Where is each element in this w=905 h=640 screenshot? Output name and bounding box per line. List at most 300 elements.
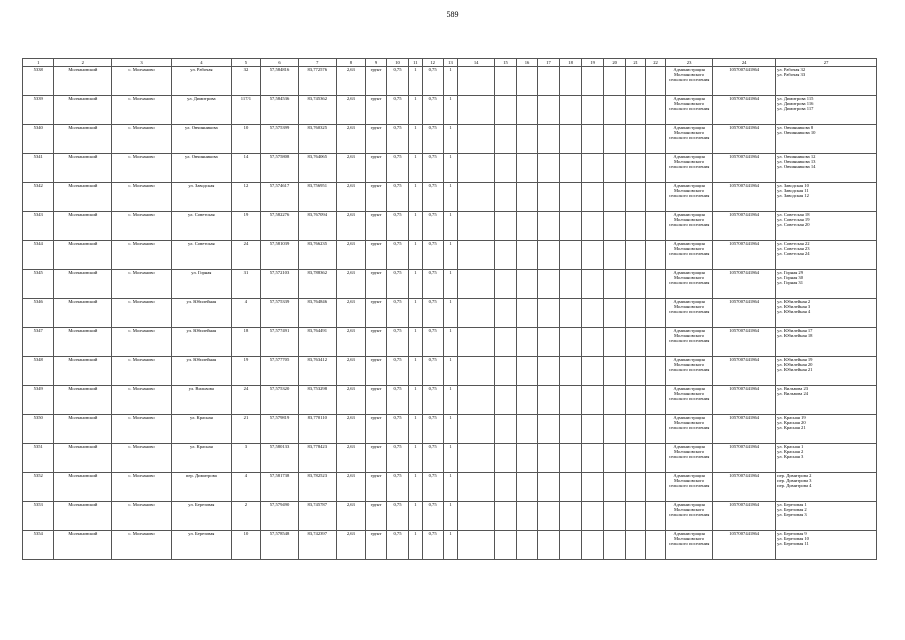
table-cell: с. Молчаново	[112, 96, 172, 125]
table-cell: с. Молчаново	[112, 183, 172, 212]
table-cell: 57,579819	[261, 415, 299, 444]
table-cell: 5353	[23, 502, 54, 531]
table-cell	[626, 96, 646, 125]
table-cell	[604, 473, 626, 502]
table-cell	[560, 270, 582, 299]
table-cell: 0,75	[422, 183, 443, 212]
table-row	[23, 125, 877, 154]
table-cell: 0,75	[422, 125, 443, 154]
table-cell	[560, 154, 582, 183]
table-cell	[646, 531, 666, 560]
table-cell: 0,75	[422, 415, 443, 444]
table-cell: с. Молчаново	[112, 125, 172, 154]
table-cell: 2,63	[336, 386, 365, 415]
table-cell: 2,63	[336, 502, 365, 531]
table-cell: Администрация Молчановского сельского поселения	[666, 183, 713, 212]
table-cell	[626, 531, 646, 560]
address-line: ул. Овчинникова 12	[777, 154, 816, 159]
table-cell: 21	[231, 415, 260, 444]
table-cell	[538, 96, 560, 125]
table-cell	[458, 444, 495, 473]
table-cell	[582, 270, 604, 299]
table-cell	[604, 270, 626, 299]
table-cell: 2,63	[336, 67, 365, 96]
table-cell: 1057007441864	[713, 357, 776, 386]
table-row	[23, 183, 877, 212]
table-cell	[776, 386, 877, 415]
table-cell: 32	[231, 67, 260, 96]
table-cell: 1057007441864	[713, 328, 776, 357]
table-cell	[458, 212, 495, 241]
table-cell	[776, 96, 877, 125]
table-cell	[604, 96, 626, 125]
table-cell: 4	[231, 473, 260, 502]
table-cell: 57,575808	[261, 154, 299, 183]
table-cell: 83,782523	[298, 473, 336, 502]
table-cell: 24	[231, 241, 260, 270]
table-cell	[604, 357, 626, 386]
table-row	[23, 67, 877, 96]
table-cell: 1	[409, 357, 423, 386]
table-cell	[517, 386, 538, 415]
table-cell: 5350	[23, 415, 54, 444]
table-cell	[626, 357, 646, 386]
table-cell: 1	[409, 270, 423, 299]
table-cell: 5345	[23, 270, 54, 299]
table-cell: с. Молчаново	[112, 67, 172, 96]
table-cell	[604, 328, 626, 357]
table-cell: 57,575399	[261, 125, 299, 154]
table-cell	[538, 154, 560, 183]
table-cell: 0,75	[422, 386, 443, 415]
address-line: ул. Березовая 10	[777, 536, 809, 542]
column-header: 9	[366, 59, 387, 67]
table-row	[23, 154, 877, 183]
table-row	[23, 444, 877, 473]
table-cell	[517, 67, 538, 96]
table-cell: ул. Горная	[171, 270, 231, 299]
column-header: 1	[23, 59, 54, 67]
table-cell	[582, 328, 604, 357]
table-cell: 0,75	[387, 473, 409, 502]
table-cell	[646, 67, 666, 96]
table-cell: грунт	[366, 502, 387, 531]
table-cell: 1	[443, 241, 458, 270]
address-line: ул. Юбилейная 20	[777, 362, 813, 368]
table-cell: 0,75	[387, 212, 409, 241]
table-cell: 0,75	[422, 270, 443, 299]
table-cell: 1057007441864	[713, 154, 776, 183]
table-cell	[776, 270, 877, 299]
address-line: ул. Советская 23	[777, 246, 810, 252]
table-cell: 0,75	[387, 67, 409, 96]
table-cell: 83,772576	[298, 67, 336, 96]
table-cell: 57,575339	[261, 299, 299, 328]
table-cell	[517, 183, 538, 212]
table-cell: грунт	[366, 241, 387, 270]
table-cell	[646, 154, 666, 183]
table-cell: 1	[443, 96, 458, 125]
table-cell	[776, 212, 877, 241]
table-cell: с. Молчаново	[112, 212, 172, 241]
table-cell	[646, 125, 666, 154]
address-line: ул. Красная 2	[777, 449, 804, 455]
table-cell	[458, 96, 495, 125]
table-cell: 57,582276	[261, 212, 299, 241]
table-cell	[538, 502, 560, 531]
table-cell: Молчановский	[54, 357, 112, 386]
table-cell: ул. Заводская	[171, 183, 231, 212]
table-cell	[626, 241, 646, 270]
table-cell	[560, 241, 582, 270]
table-cell	[560, 67, 582, 96]
table-cell: Администрация Молчановского сельского поселения	[666, 96, 713, 125]
table-cell: Администрация Молчановского сельского поселения	[666, 415, 713, 444]
table-cell: грунт	[366, 125, 387, 154]
table-cell: 5349	[23, 386, 54, 415]
table-cell	[517, 531, 538, 560]
table-cell	[604, 444, 626, 473]
table-cell: 18	[231, 328, 260, 357]
table-cell: Администрация Молчановского сельского поселения	[666, 154, 713, 183]
table-cell	[458, 531, 495, 560]
table-cell: Молчановский	[54, 502, 112, 531]
column-header: 5	[231, 59, 260, 67]
table-cell	[458, 67, 495, 96]
table-cell: Молчановский	[54, 67, 112, 96]
table-cell: ул. Рабочая	[171, 67, 231, 96]
table-cell: 31	[231, 270, 260, 299]
table-cell: Администрация Молчановского сельского поселения	[666, 473, 713, 502]
column-header: 18	[560, 59, 582, 67]
table-cell: Администрация Молчановского сельского поселения	[666, 357, 713, 386]
table-cell	[646, 183, 666, 212]
table-cell: грунт	[366, 386, 387, 415]
table-cell	[458, 183, 495, 212]
table-cell	[458, 299, 495, 328]
table-cell: 2,63	[336, 299, 365, 328]
address-line: ул. Советская 22	[777, 241, 810, 246]
table-cell: 83,764846	[298, 299, 336, 328]
address-line: ул. Заводская 12	[777, 193, 809, 199]
table-cell: 117/1	[231, 96, 260, 125]
table-row	[23, 212, 877, 241]
table-cell: 83,766235	[298, 241, 336, 270]
table-cell: 3	[231, 444, 260, 473]
table-cell: 57,584536	[261, 96, 299, 125]
table-cell	[582, 241, 604, 270]
table-cell: 0,75	[387, 96, 409, 125]
address-line: ул. Овчинникова 13	[777, 159, 816, 165]
table-cell: 5346	[23, 299, 54, 328]
address-line: ул. Горная 31	[777, 280, 804, 286]
table-cell	[604, 67, 626, 96]
table-cell	[538, 212, 560, 241]
table-cell	[538, 270, 560, 299]
table-cell	[538, 473, 560, 502]
table-cell: 1057007441864	[713, 531, 776, 560]
table-cell: Молчановский	[54, 96, 112, 125]
table-cell: 1	[409, 183, 423, 212]
table-cell: Молчановский	[54, 270, 112, 299]
table-cell: ул. Юбилейная	[171, 328, 231, 357]
address-line: ул. Горная 29	[777, 270, 804, 275]
table-cell	[538, 444, 560, 473]
address-line: ул. Березовая 9	[777, 531, 807, 536]
table-cell: 83,763412	[298, 357, 336, 386]
table-cell	[495, 67, 517, 96]
table-cell	[646, 357, 666, 386]
table-cell	[626, 183, 646, 212]
table-cell	[560, 299, 582, 328]
table-row	[23, 531, 877, 560]
column-header: 12	[422, 59, 443, 67]
table-cell	[582, 386, 604, 415]
table-cell: 57,579490	[261, 502, 299, 531]
table-cell: 57,574617	[261, 183, 299, 212]
table-cell: 1057007441864	[713, 444, 776, 473]
table-cell: Молчановский	[54, 473, 112, 502]
table-cell	[604, 502, 626, 531]
address-line: ул. Юбилейная 19	[777, 357, 813, 362]
table-cell: 0,75	[422, 241, 443, 270]
table-cell: с. Молчаново	[112, 386, 172, 415]
table-cell: 10	[231, 125, 260, 154]
table-cell	[646, 96, 666, 125]
table-cell	[776, 415, 877, 444]
table-cell	[626, 473, 646, 502]
table-cell	[604, 415, 626, 444]
table-cell	[776, 299, 877, 328]
table-cell: 83,764491	[298, 328, 336, 357]
table-cell: 12	[231, 183, 260, 212]
table-cell	[458, 502, 495, 531]
table-cell: ул. Красная	[171, 415, 231, 444]
table-cell: 5354	[23, 531, 54, 560]
table-cell: 1	[409, 415, 423, 444]
table-cell	[776, 473, 877, 502]
table-row	[23, 270, 877, 299]
table-cell: 2,63	[336, 212, 365, 241]
table-cell: 2,63	[336, 241, 365, 270]
table-cell: 1	[443, 299, 458, 328]
table-cell	[560, 473, 582, 502]
table-cell: с. Молчаново	[112, 299, 172, 328]
table-cell	[517, 444, 538, 473]
table-cell	[495, 241, 517, 270]
table-cell	[646, 299, 666, 328]
table-cell	[582, 125, 604, 154]
table-cell: 57,577705	[261, 357, 299, 386]
table-cell	[776, 531, 877, 560]
table-cell: Администрация Молчановского сельского поселения	[666, 531, 713, 560]
table-cell: Молчановский	[54, 328, 112, 357]
table-cell: 5351	[23, 444, 54, 473]
table-cell: грунт	[366, 357, 387, 386]
table-cell	[604, 299, 626, 328]
header-row	[23, 59, 877, 67]
column-header: 4	[171, 59, 231, 67]
column-header: 15	[495, 59, 517, 67]
table-cell	[626, 299, 646, 328]
column-header: 3	[112, 59, 172, 67]
table-cell	[626, 125, 646, 154]
table-cell	[626, 502, 646, 531]
table-cell	[582, 212, 604, 241]
table-body	[23, 67, 877, 560]
table-cell: 1057007441864	[713, 270, 776, 299]
table-cell: 1057007441864	[713, 183, 776, 212]
table-cell: 0,75	[387, 531, 409, 560]
table-cell: 1	[409, 154, 423, 183]
table-cell: 83,764065	[298, 154, 336, 183]
table-cell	[646, 415, 666, 444]
table-cell	[582, 67, 604, 96]
table-cell: 0,75	[422, 67, 443, 96]
table-cell: 1	[443, 531, 458, 560]
table-cell: 5348	[23, 357, 54, 386]
table-cell: 0,75	[387, 328, 409, 357]
address-line: ул. Заводская 11	[777, 188, 809, 194]
table-cell: Администрация Молчановского сельского поселения	[666, 328, 713, 357]
table-cell	[495, 473, 517, 502]
table-cell: 1057007441864	[713, 299, 776, 328]
table-cell	[626, 212, 646, 241]
table-cell: 0,75	[422, 357, 443, 386]
table-cell	[646, 444, 666, 473]
table-cell: Администрация Молчановского сельского поселения	[666, 444, 713, 473]
table-cell	[582, 154, 604, 183]
table-cell	[517, 270, 538, 299]
address-line: ул. Красная 1	[777, 444, 804, 449]
table-cell: 57,581738	[261, 473, 299, 502]
table-cell: грунт	[366, 154, 387, 183]
table-cell: Администрация Молчановского сельского поселения	[666, 299, 713, 328]
table-cell: ул. Овчинникова	[171, 125, 231, 154]
table-cell	[538, 299, 560, 328]
table-cell	[560, 183, 582, 212]
table-cell: 2,63	[336, 415, 365, 444]
table-cell: 1	[443, 502, 458, 531]
table-cell: 2,63	[336, 96, 365, 125]
table-cell	[458, 328, 495, 357]
table-cell: ул. Вильвова	[171, 386, 231, 415]
table-cell	[604, 212, 626, 241]
table-cell: 57,581039	[261, 241, 299, 270]
table-cell: 5341	[23, 154, 54, 183]
table-cell: Молчановский	[54, 444, 112, 473]
table-cell	[495, 415, 517, 444]
table-cell	[517, 473, 538, 502]
column-header: 20	[604, 59, 626, 67]
column-header: 24	[713, 59, 776, 67]
table-cell: 1	[409, 444, 423, 473]
table-cell: 2,63	[336, 125, 365, 154]
table-cell: Молчановский	[54, 531, 112, 560]
table-cell: 0,75	[387, 154, 409, 183]
table-cell: с. Молчаново	[112, 241, 172, 270]
column-header: 7	[298, 59, 336, 67]
table-cell: Администрация Молчановского сельского поселения	[666, 67, 713, 96]
table-cell: 1	[409, 241, 423, 270]
table-cell	[582, 415, 604, 444]
table-cell: 5344	[23, 241, 54, 270]
table-cell: Молчановский	[54, 125, 112, 154]
table-cell: с. Молчаново	[112, 357, 172, 386]
table-cell	[604, 241, 626, 270]
table-cell	[458, 386, 495, 415]
table-cell: Администрация Молчановского сельского поселения	[666, 212, 713, 241]
table-cell	[626, 444, 646, 473]
table-cell	[776, 241, 877, 270]
table-cell: 2,63	[336, 270, 365, 299]
table-cell	[776, 183, 877, 212]
table-cell: грунт	[366, 473, 387, 502]
column-header: 2	[54, 59, 112, 67]
table-cell: 14	[231, 154, 260, 183]
table-cell	[495, 444, 517, 473]
address-line: ул. Юбилейная 21	[777, 367, 813, 373]
table-cell: 1	[409, 502, 423, 531]
table-cell: ул. Юбилейная	[171, 299, 231, 328]
table-cell: 4	[231, 299, 260, 328]
table-cell: 83,788362	[298, 270, 336, 299]
table-cell: грунт	[366, 183, 387, 212]
address-line: ул. Юбилейная 18	[777, 333, 813, 339]
address-line: ул. Красная 21	[777, 425, 806, 431]
table-cell: 1057007441864	[713, 96, 776, 125]
table-cell: с. Молчаново	[112, 444, 172, 473]
table-cell: 0,75	[387, 270, 409, 299]
table-cell: 0,75	[387, 415, 409, 444]
column-header: 8	[336, 59, 365, 67]
table-cell: Молчановский	[54, 154, 112, 183]
table-cell: пер. Димитрова	[171, 473, 231, 502]
table-cell: 1057007441864	[713, 502, 776, 531]
table-cell: грунт	[366, 415, 387, 444]
table-cell: ул. Красная	[171, 444, 231, 473]
table-cell	[604, 183, 626, 212]
table-cell	[495, 125, 517, 154]
table-cell	[582, 357, 604, 386]
table-cell: 1	[409, 67, 423, 96]
table-cell: 57,584816	[261, 67, 299, 96]
table-cell	[495, 531, 517, 560]
table-cell	[646, 386, 666, 415]
table-cell	[538, 67, 560, 96]
table-cell: 57,577491	[261, 328, 299, 357]
address-line: ул. Юбилейная 4	[777, 309, 811, 315]
table-cell	[604, 125, 626, 154]
table-cell: 2,63	[336, 444, 365, 473]
table-cell: 1057007441864	[713, 386, 776, 415]
table-cell: 1	[409, 531, 423, 560]
table-cell	[560, 502, 582, 531]
table-cell	[517, 241, 538, 270]
table-cell	[495, 212, 517, 241]
table-cell: 1	[443, 328, 458, 357]
table-cell: 1	[409, 125, 423, 154]
table-cell: 1	[443, 473, 458, 502]
address-line: пер. Димитрова 2	[777, 473, 812, 478]
table-cell: 0,75	[387, 241, 409, 270]
table-cell	[626, 67, 646, 96]
table-cell: 83,760325	[298, 125, 336, 154]
column-header: 16	[517, 59, 538, 67]
table-cell	[604, 386, 626, 415]
table-cell	[538, 183, 560, 212]
table-cell	[582, 444, 604, 473]
